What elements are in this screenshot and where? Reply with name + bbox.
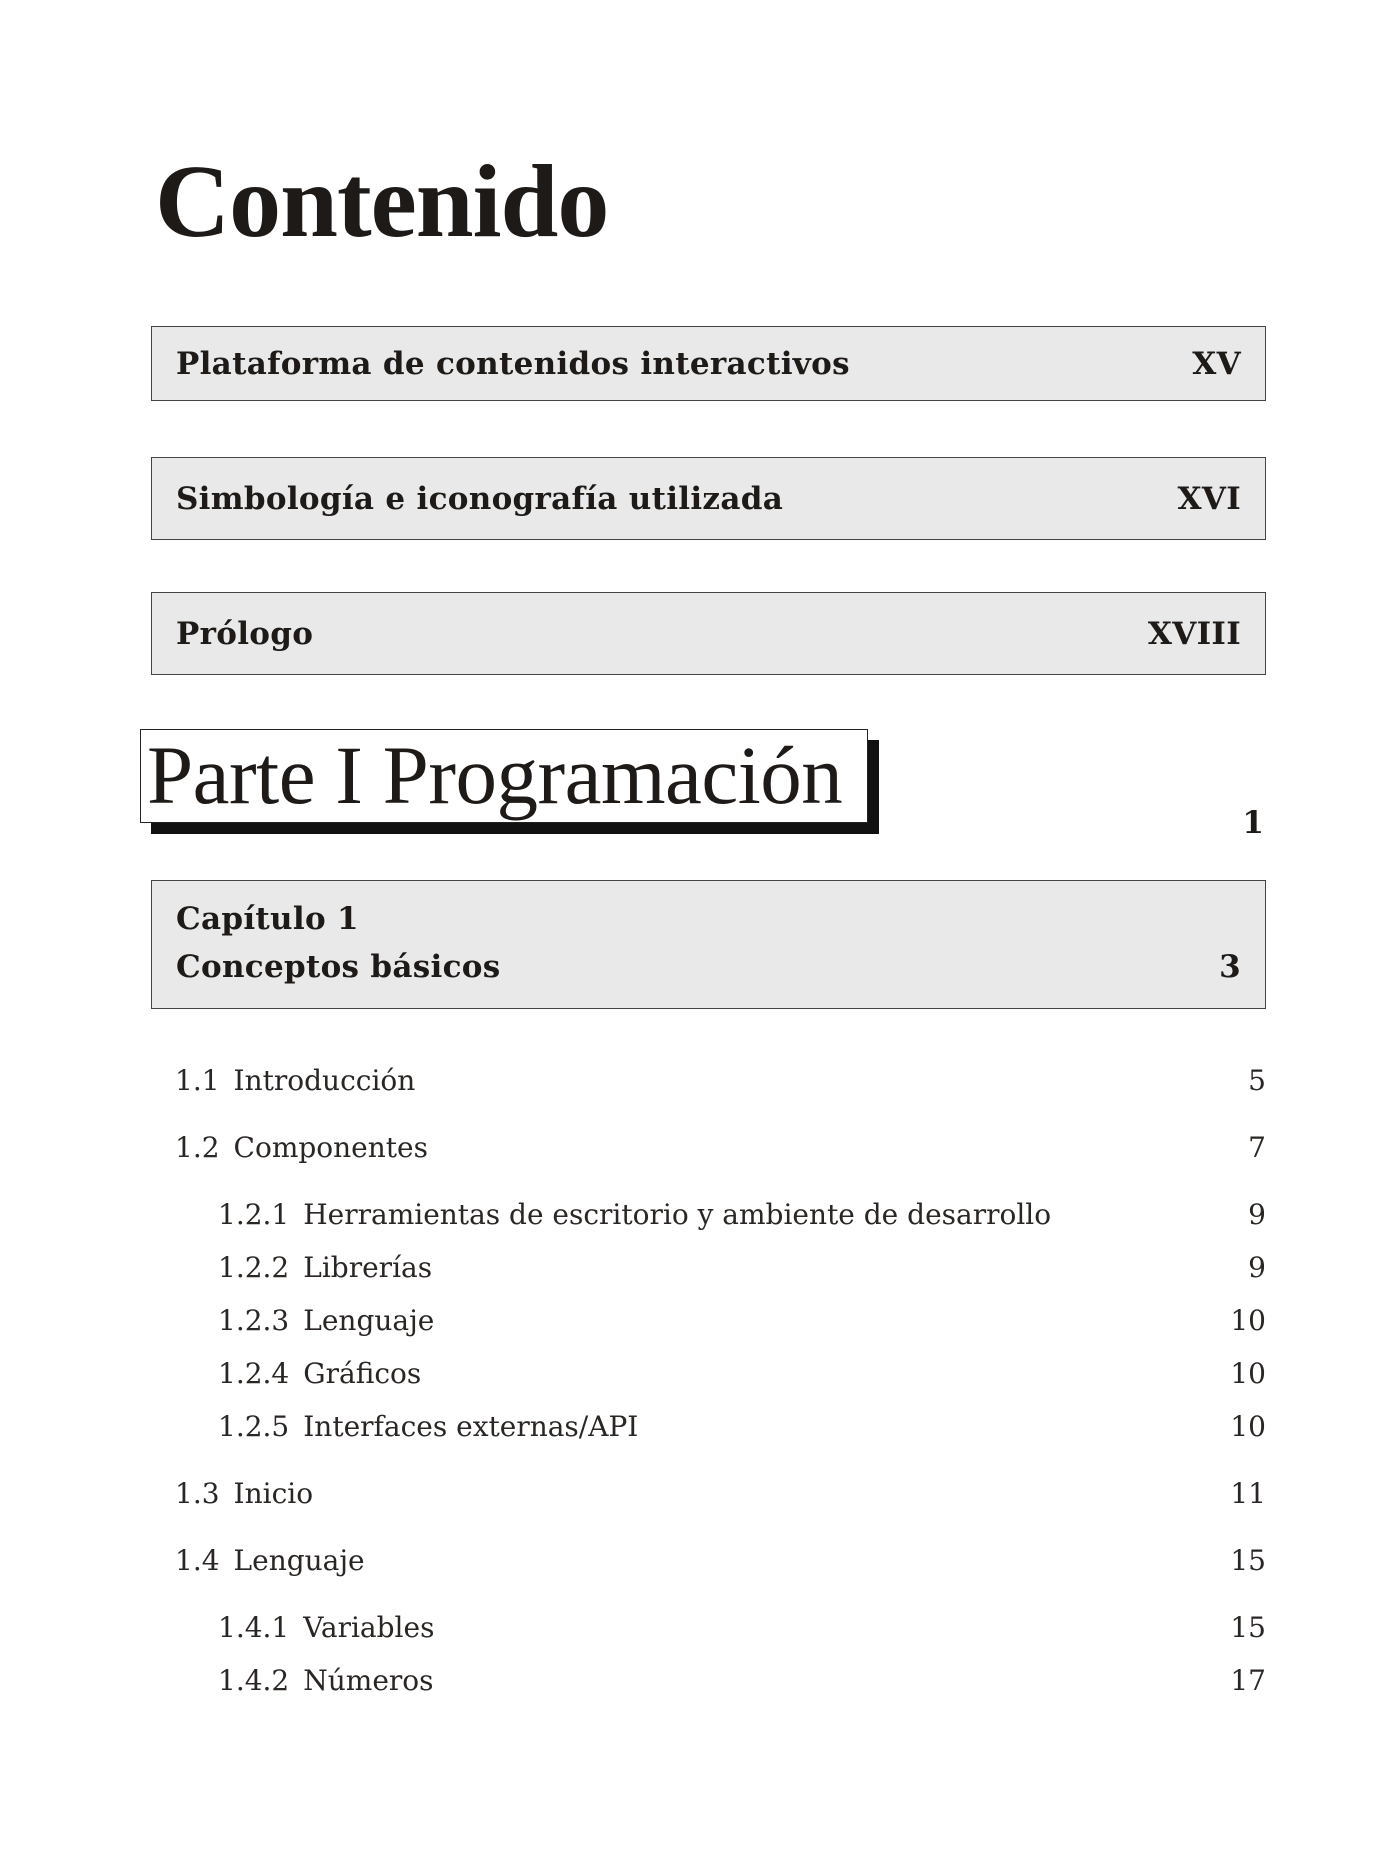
section-page: 9 [1248, 1251, 1266, 1284]
toc-section-row[interactable] [175, 1130, 1266, 1166]
section-number: 1.2.2 [218, 1251, 290, 1284]
toc-subsection-row[interactable] [218, 1303, 1266, 1339]
section-page: 15 [1230, 1611, 1266, 1644]
section-page: 7 [1248, 1131, 1266, 1164]
toc-subsection-row[interactable] [218, 1197, 1266, 1233]
section-page: 10 [1230, 1357, 1266, 1390]
section-page: 10 [1230, 1410, 1266, 1443]
section-number: 1.4.2 [218, 1664, 290, 1697]
section-page: 10 [1230, 1304, 1266, 1337]
toc-section-row[interactable] [175, 1063, 1266, 1099]
section-page: 15 [1230, 1544, 1266, 1577]
section-title: Lenguaje [233, 1544, 365, 1577]
section-title: Variables [303, 1611, 435, 1644]
section-title: Gráficos [303, 1357, 422, 1390]
section-title: Introducción [233, 1064, 416, 1097]
chapter-title: Conceptos básicos [176, 949, 501, 985]
toc-section-row[interactable] [175, 1476, 1266, 1512]
chapter-number-label: Capítulo 1 [176, 901, 359, 937]
section-page: 17 [1230, 1664, 1266, 1697]
section-number: 1.2.5 [218, 1410, 290, 1443]
toc-entry-page: XVI [1177, 480, 1241, 517]
toc-entry-label: Plataforma de contenidos interactivos [176, 345, 850, 382]
section-number: 1.4 [175, 1544, 220, 1577]
toc-entry-label: Simbología e iconografía utilizada [176, 480, 784, 517]
section-title: Lenguaje [303, 1304, 435, 1337]
section-title: Interfaces externas/API [303, 1410, 639, 1443]
toc-entry-label: Prólogo [176, 615, 314, 652]
section-number: 1.2.3 [218, 1304, 290, 1337]
section-number: 1.3 [175, 1477, 220, 1510]
section-title: Números [303, 1664, 434, 1697]
section-number: 1.1 [175, 1064, 220, 1097]
page-title: Contenido [155, 144, 609, 259]
part-page-number: 1 [1242, 805, 1264, 841]
section-page: 9 [1248, 1198, 1266, 1231]
toc-section-row[interactable] [175, 1543, 1266, 1579]
section-title: Componentes [233, 1131, 428, 1164]
chapter-page: 3 [1219, 949, 1241, 985]
section-title: Librerías [303, 1251, 433, 1284]
toc-subsection-row[interactable] [218, 1409, 1266, 1445]
section-title: Herramientas de escritorio y ambiente de desarrollo [303, 1198, 1052, 1231]
toc-entry-plataforma[interactable] [151, 326, 1266, 401]
section-number: 1.2.4 [218, 1357, 290, 1390]
toc-subsection-row[interactable] [218, 1250, 1266, 1286]
part-heading[interactable]: Parte I Programación [140, 729, 868, 823]
section-title: Inicio [233, 1477, 314, 1510]
section-number: 1.2.1 [218, 1198, 290, 1231]
toc-entry-prologo[interactable] [151, 592, 1266, 675]
section-page: 11 [1230, 1477, 1266, 1510]
toc-entry-page: XVIII [1147, 615, 1241, 652]
section-number: 1.4.1 [218, 1611, 290, 1644]
section-page: 5 [1248, 1064, 1266, 1097]
chapter-entry[interactable] [151, 880, 1266, 1009]
toc-subsection-row[interactable] [218, 1610, 1266, 1646]
section-number: 1.2 [175, 1131, 220, 1164]
toc-entry-simbologia[interactable] [151, 457, 1266, 540]
toc-subsection-row[interactable] [218, 1356, 1266, 1392]
toc-subsection-row[interactable] [218, 1663, 1266, 1699]
toc-entry-page: XV [1192, 345, 1241, 382]
